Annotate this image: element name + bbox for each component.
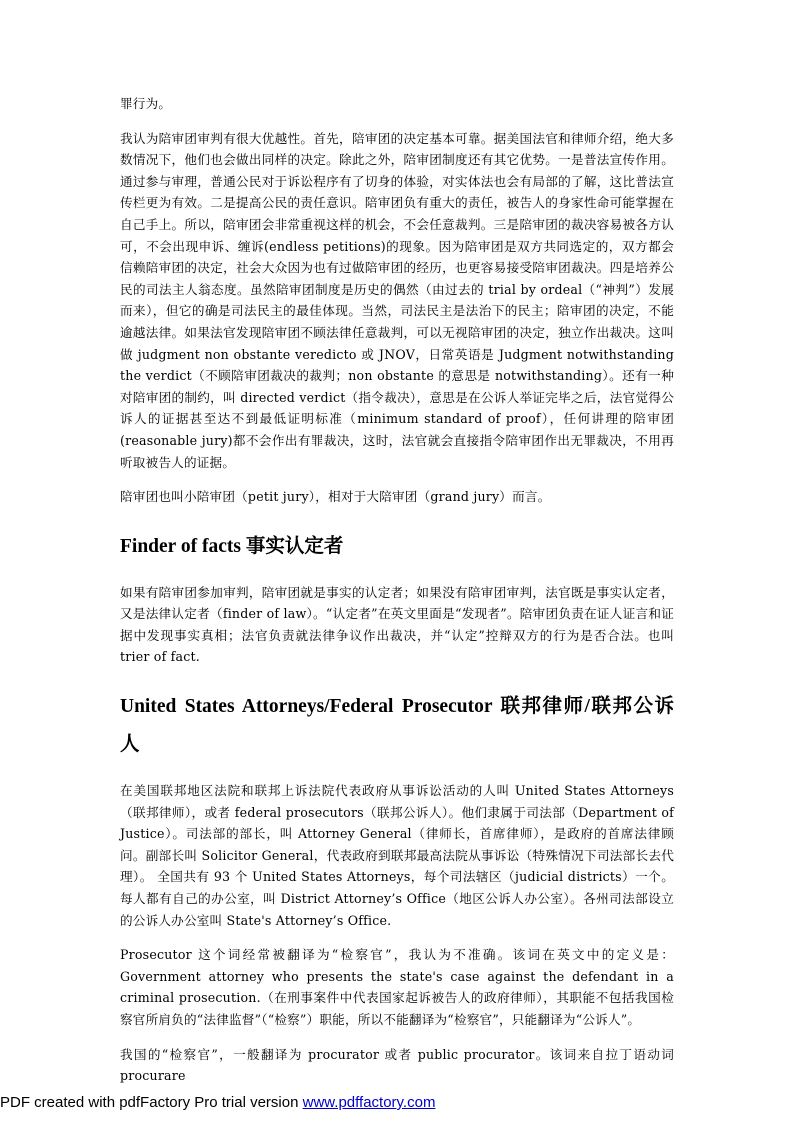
pdf-footer	[0, 1094, 794, 1111]
paragraph-prosecutor: Prosecutor 这个词经常被翻译为“检察官”，我认为不准确。该词在英文中的定义是：Government attorney who presents the state's case against the defendant in a criminal prosecution.（在刑事案件中代表国家起诉被告人的政府律师），其职能不包括我国检察官所肩负的“法律监督”（“检察”）职能，所以不能翻译为“检察官”，只能翻译为“公诉人”。	[120, 947, 674, 1027]
paragraph-finder-of-facts: 如果有陪审团参加审判，陪审团就是事实的认定者；如果没有陪审团审判，法官既是事实认定者，又是法律认定者（finder of law）。“认定者”在英文里面是“发现者”。陪审团负责在证人证言和证据中发现事实真相；法官负责就法律争议作出裁决，并“认定”控辩双方的行为是否合法。也叫 trier of fact.	[120, 584, 674, 665]
footer-text: PDF created with pdfFactory Pro trial version	[0, 1094, 303, 1111]
paragraph-petit-jury: 陪审团也叫小陪审团（petit jury），相对于大陪审团（grand jury）而言。	[120, 489, 551, 505]
paragraph-crime-fragment: 罪行为。	[120, 96, 172, 111]
paragraph-procurator: 我国的“检察官”，一般翻译为 procurator 或者 public procurator。该词来自拉丁语动词 procurare	[120, 1046, 674, 1084]
paragraph-jury-advantages: 我认为陪审团审判有很大优越性。首先，陪审团的决定基本可靠。据美国法官和律师介绍，绝大多数情况下，他们也会做出同样的决定。除此之外，陪审团制度还有其它优势。一是普法宣传作用。通过参与审理，普通公民对于诉讼程序有了切身的体验，对实体法也会有局部的了解，这比普法宣传栏更为有效。二是提高公民的责任意识。陪审团负有重大的责任，被告人的身家性命可能掌握在自己手上。所以，陪审团会非常重视这样的机会，不会任意裁判。三是陪审团的裁决容易被各方认可，不会出现申诉、缠诉(endless petitions)的现象。因为陪审团是双方共同选定的，双方都会信赖陪审团的决定，社会大众因为也有过做陪审团的经历，也更容易接受陪审团裁决。四是培养公民的司法主人翁态度。虽然陪审团制度是历史的偶然（由过去的 trial by ordeal（“神判”）发展而来），但它的确是司法民主的最佳体现。当然，司法民主是法治下的民主；陪审团的决定，不能逾越法律。如果法官发现陪审团不顾法律任意裁判，可以无视陪审团的决定，独立作出裁决。这叫做 judgment non obstante veredicto 或 JNOV，日常英语是 Judgment notwithstanding the verdict（不顾陪审团裁决的裁判；non obstante 的意思是 notwithstanding）。还有一种对陪审团的制约，叫 directed verdict（指令裁决），意思是在公诉人举证完毕之后，法官觉得公诉人的证据甚至达不到最低证明标准（minimum standard of proof），任何讲理的陪审团(reasonable jury)都不会作出有罪裁决，这时，法官就会直接指令陪审团作出无罪裁决，不用再听取被告人的证据。	[120, 130, 674, 470]
heading-finder-of-facts: Finder of facts 事实认定者	[120, 535, 344, 557]
footer-link[interactable]: www.pdffactory.com	[302, 1094, 436, 1111]
document-page	[120, 93, 674, 1100]
paragraph-us-attorneys: 在美国联邦地区法院和联邦上诉法院代表政府从事诉讼活动的人叫 United States Attorneys（联邦律师），或者 federal prosecutors（联邦公诉人）。他们隶属于司法部（Department of Justice）。司法部的部长，叫 Attorney General（律师长，首席律师），是政府的首席法律顾问。副部长叫 Solicitor General，代表政府到联邦最高法院从事诉讼（特殊情况下司法部长去代理）。 全国共有 93 个 United States Attorneys，每个司法辖区（judicial districts）一个。每人都有自己的办公室，叫 District Attorney’s Office（地区公诉人办公室）。各州司法部设立的公诉人办公室叫 State's Attorney’s Office.	[120, 783, 674, 928]
heading-us-attorneys: United States Attorneys/Federal Prosecutor 联邦律师/联邦公诉人	[120, 696, 674, 756]
